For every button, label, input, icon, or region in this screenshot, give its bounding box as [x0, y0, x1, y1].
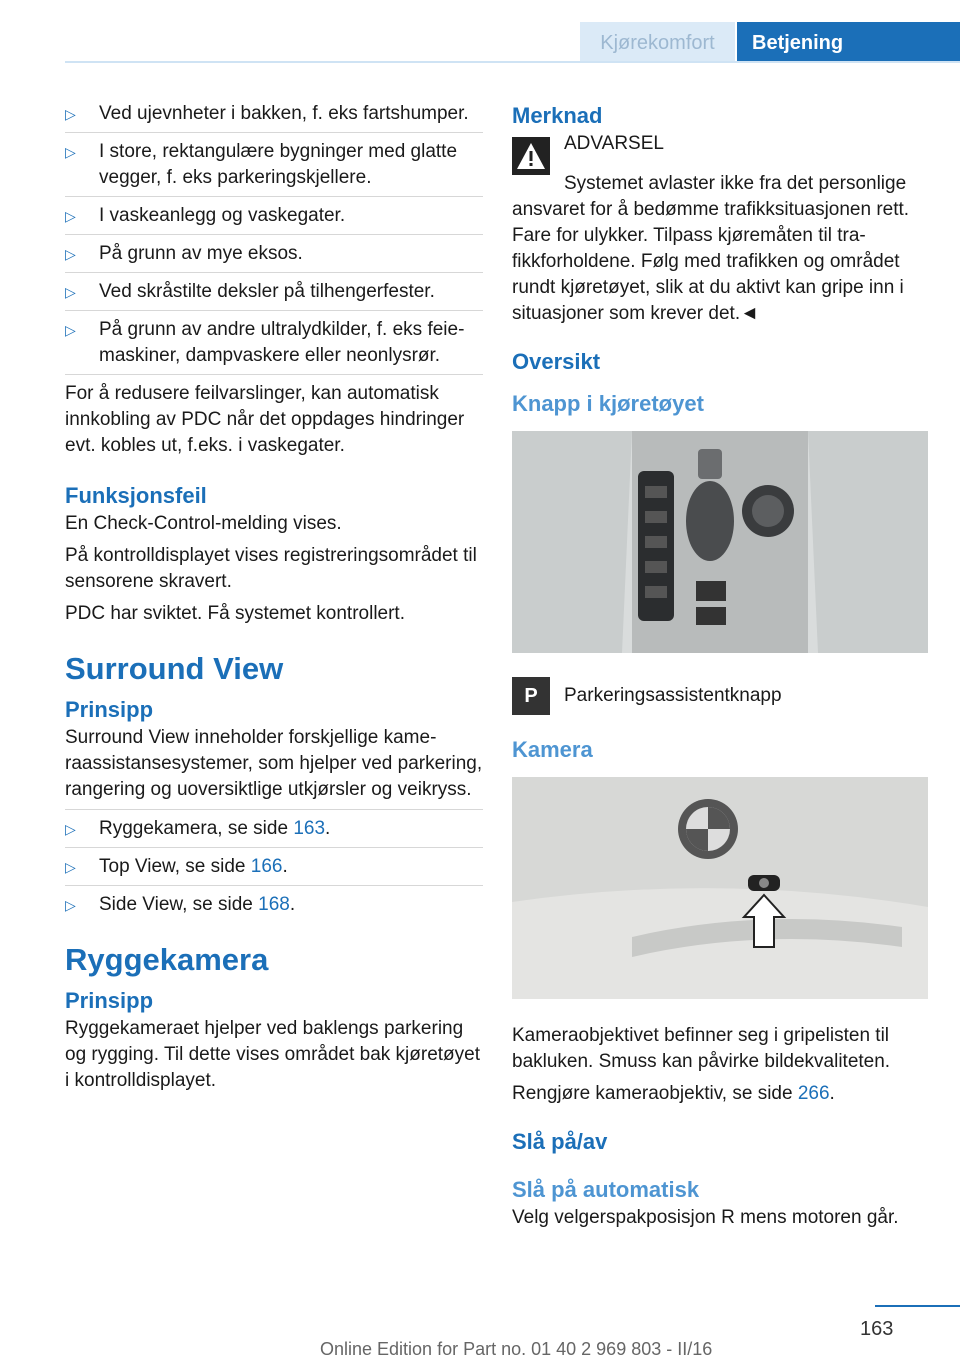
bullet-item: ▷ Ved ujevnheter i bakken, f. eks fartshumper. — [65, 101, 483, 127]
bullet-item: ▷ På grunn av mye eksos. — [65, 241, 483, 267]
triangle-bullet-icon: ▷ — [65, 897, 76, 913]
right-column — [512, 101, 932, 1237]
page-link[interactable]: 168 — [258, 894, 290, 915]
triangle-bullet-icon: ▷ — [65, 208, 76, 224]
tab-kjorekomfort[interactable]: Kjørekomfort — [580, 22, 735, 62]
rear-camera-image — [512, 777, 928, 999]
footer-rule — [875, 1305, 960, 1307]
warning-text: Systemet avlaster ikke fra det personlige ansvaret for å bedømme trafikksituasjonen rett. Fare for ulykker. Tilpass kjøremåten til trafikkforholdene. Følg med trafikken og området rundt kjøretøyet, slik at du aktivt kan gripe inn i situasjoner som krever det.◄ — [512, 173, 910, 324]
page-number: 163 — [860, 1318, 894, 1340]
edition-text: Online Edition for Part no. 01 40 2 969 803 - II/16 — [320, 1339, 713, 1359]
para-rygge: Ryggekameraet hjelper ved baklengs parkering og rygging. Til dette vises området bak kjøretøyet i kontrolldisplayet. — [65, 1018, 481, 1091]
para-lens: Kameraobjektivet befinner seg i gripelisten til bakluken. Smuss kan påvirke bildekvaliteten. — [512, 1025, 891, 1072]
park-assist-button-row — [512, 677, 932, 715]
heading-prinsipp: Prinsipp — [65, 988, 154, 1013]
heading-surround-view: Surround View — [65, 651, 284, 686]
triangle-bullet-icon: ▷ — [65, 106, 76, 122]
bullet-item: ▷ Ved skråstilte deksler på tilhengerfester. — [65, 279, 483, 305]
ref-item: ▷ Top View, se side 166. — [65, 854, 483, 880]
para-display: På kontrolldisplayet vises registreringsområdet til sensorene skravert. — [65, 545, 477, 592]
ref-item: ▷ Ryggekamera, se side 163. — [65, 816, 483, 842]
heading-on-off: Slå på/av — [512, 1129, 608, 1154]
para-auto: Velg velgerspakposisjon R mens motoren går. — [512, 1207, 899, 1228]
heading-auto: Slå på automatisk — [512, 1177, 700, 1202]
heading-knapp: Knapp i kjøretøyet — [512, 391, 704, 416]
bullet-item: ▷ På grunn av andre ultralydkilder, f. eks feiemaskiner, dampvaskere eller neonlysrør. — [65, 319, 465, 366]
bullet-item: ▷ I store, rektangulære bygninger med glatte vegger, f. eks parkeringskjellere. — [65, 141, 458, 188]
triangle-bullet-icon: ▷ — [65, 821, 76, 837]
para-clean: Rengjøre kameraobjektiv, se side 266. — [512, 1083, 835, 1104]
header-rule — [65, 61, 960, 63]
triangle-bullet-icon: ▷ — [65, 859, 76, 875]
tab-betjening[interactable]: Betjening — [737, 22, 960, 62]
para-reduce: For å redusere feilvarslinger, kan automatisk innkobling av PDC når det oppdages hindringer evt. kobles ut, f.eks. i vaskegater. — [65, 383, 465, 456]
heading-kamera: Kamera — [512, 737, 593, 762]
triangle-bullet-icon: ▷ — [65, 246, 76, 262]
heading-oversikt: Oversikt — [512, 349, 601, 374]
page-link[interactable]: 163 — [293, 818, 326, 839]
triangle-bullet-icon: ▷ — [65, 322, 76, 338]
bullet-item: ▷ I vaskeanlegg og vaskegater. — [65, 203, 483, 229]
heading-merknad: Merknad — [512, 103, 603, 128]
heading-prinsipp: Prinsipp — [65, 697, 154, 722]
heading-ryggekamera: Ryggekamera — [65, 942, 269, 977]
para-check: En Check-Control-melding vises. — [65, 513, 342, 534]
warning-icon — [512, 137, 550, 175]
heading-funksjonsfeil: Funksjonsfeil — [65, 483, 207, 508]
warning-title: ADVARSEL — [564, 133, 664, 154]
page-link[interactable]: 266 — [797, 1083, 830, 1104]
left-column — [65, 101, 483, 1100]
park-assist-button-icon: P — [512, 677, 550, 715]
triangle-bullet-icon: ▷ — [65, 144, 76, 160]
park-assist-label: Parkeringsassistentknapp — [564, 685, 782, 706]
para-pdc: PDC har sviktet. Få systemet kontrollert. — [65, 603, 405, 624]
ref-item: ▷ Side View, se side 168. — [65, 892, 483, 918]
warning-block — [512, 131, 932, 175]
page-link[interactable]: 166 — [250, 856, 283, 877]
center-console-image — [512, 431, 928, 653]
triangle-bullet-icon: ▷ — [65, 284, 76, 300]
para-surround: Surround View inneholder forskjellige kameraassistansesystemer, som hjelper ved parkering, rangering og uoversiktlige utkjørsler og veikryss. — [65, 727, 483, 800]
